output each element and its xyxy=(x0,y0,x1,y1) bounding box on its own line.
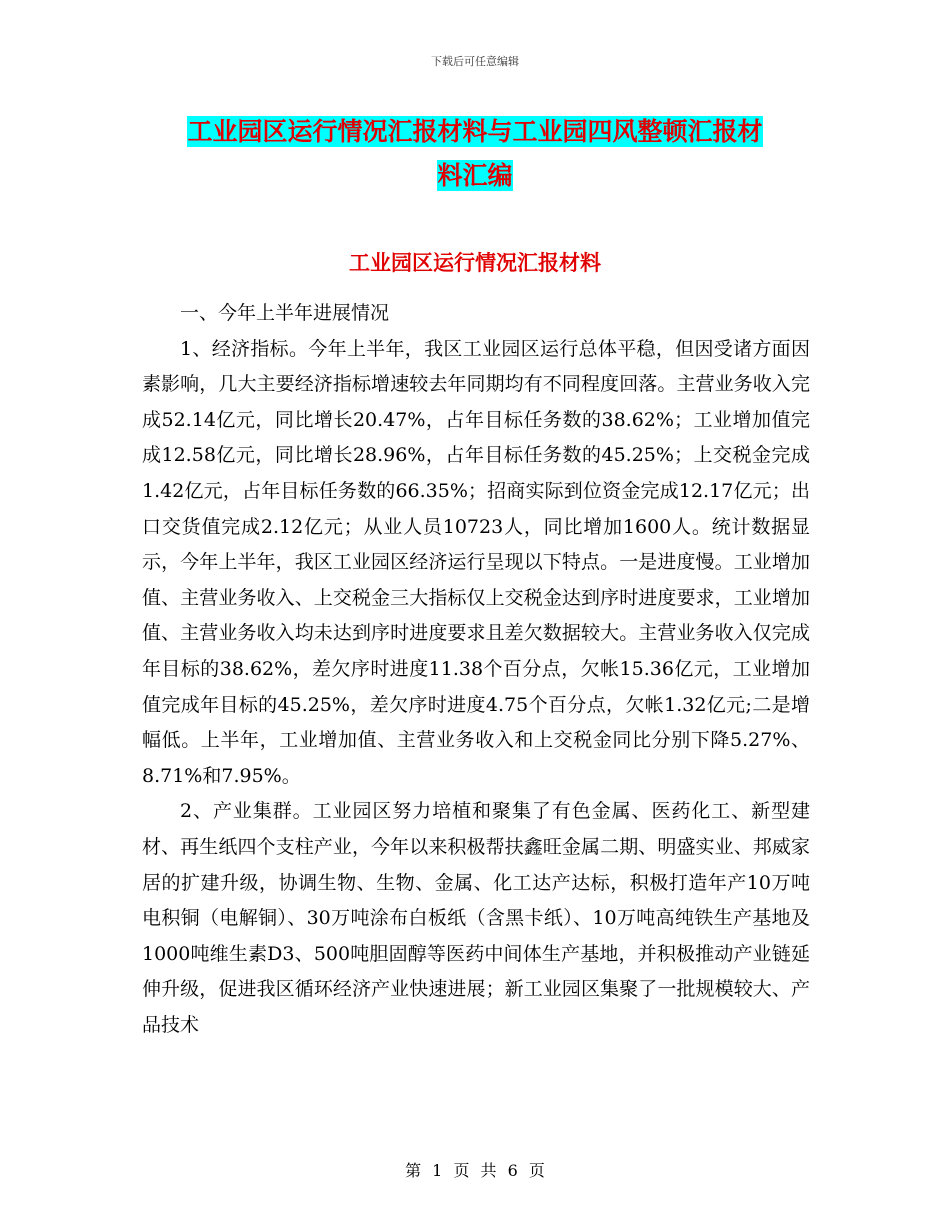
heading-progress: 一、今年上半年进展情况 xyxy=(180,302,390,324)
document-body xyxy=(142,296,810,1043)
document-title xyxy=(140,110,810,198)
page-header-note: 下载后可任意编辑 xyxy=(431,55,519,68)
paragraph-economic-indicators: 1、经济指标。今年上半年，我区工业园区运行总体平稳，但因受诸方面因素影响，几大主要经济指标增速较去年同期均有不同程度回落。主营业务收入完成52.14亿元，同比增长20.47%，占年目标任务数的38.62%；工业增加值完成12.58亿元，同比增长28.96%，占年目标任务数的45.25%；上交税金完成1.42亿元，占年目标任务数的66.35%；招商实际到位资金完成12.17亿元；出口交货值完成2.12亿元；从业人员10723人，同比增加1600人。统计数据显示，今年上半年，我区工业园区经济运行呈现以下特点。一是进度慢。工业增加值、主营业务收入、上交税金三大指标仅上交税金达到序时进度要求，工业增加值、主营业务收入均未达到序时进度要求且差欠数据较大。主营业务收入仅完成年目标的38.62%，差欠序时进度11.38个百分点，欠帐15.36亿元，工业增加值完成年目标的45.25%，差欠序时进度4.75个百分点，欠帐1.32亿元;二是增幅低。上半年，工业增加值、主营业务收入和上交税金同比分别下降5.27%、8.71%和7.95%。 xyxy=(142,337,810,787)
document-title-line-1: 工业园区运行情况汇报材料与工业园四风整顿汇报材 xyxy=(187,117,763,146)
page-footer: 第 1 页 共 6 页 xyxy=(405,1161,545,1180)
section-title: 工业园区运行情况汇报材料 xyxy=(349,251,601,275)
document-title-line-2: 料汇编 xyxy=(437,161,513,190)
paragraph-industrial-clusters: 2、产业集群。工业园区努力培植和聚集了有色金属、医药化工、新型建材、再生纸四个支柱产业，今年以来积极帮扶鑫旺金属二期、明盛实业、邦威家居的扩建升级，协调生物、生物、金属、化工达产达标，积极打造年产10万吨电积铜（电解铜）、30万吨涂布白板纸（含黑卡纸）、10万吨高纯铁生产基地及1000吨维生素D3、500吨胆固醇等医药中间体生产基地，并积极推动产业链延伸升级，促进我区循环经济产业快速进展；新工业园区集聚了一批规模较大、产品技术 xyxy=(142,800,810,1036)
